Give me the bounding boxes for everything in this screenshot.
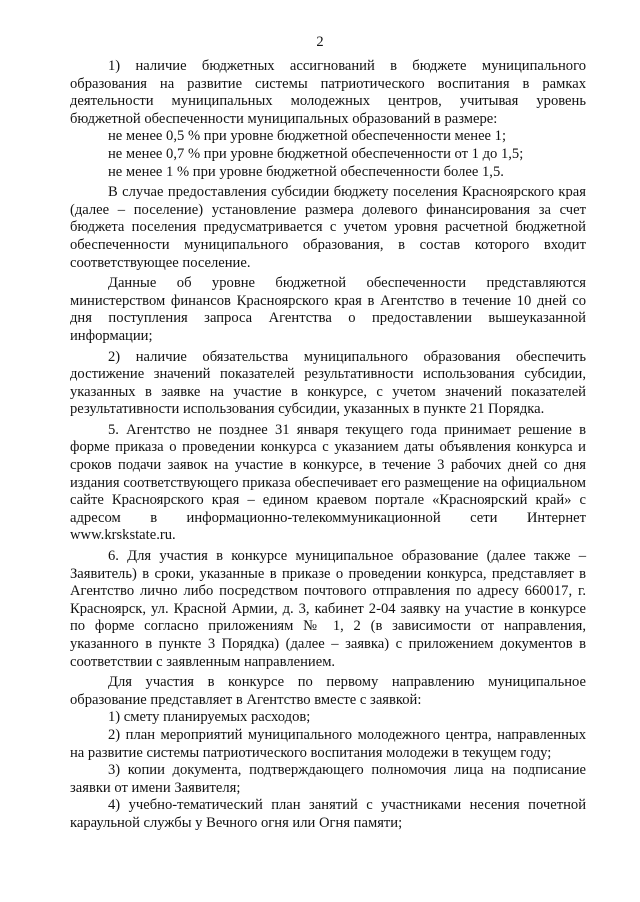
paragraph-14: 4) учебно-тематический план занятий с участниками несения почетной караульной службы у Вечного огня или Огня памяти; bbox=[70, 797, 586, 831]
paragraph-9: 6. Для участия в конкурсе муниципальное образование (далее также – Заявитель) в сроки, указанные в приказе о проведении конкурса, представляет в Агентство лично либо посредством почтового отправления по адресу 660017, г. Красноярск, ул. Красной Армии, д. 3, кабинет 2-04 заявку на участие в конкурсе по форме согласно приложениям № 1, 2 (в зависимости от направления, указанного в пункте 3 Порядка) (далее – заявка) с приложением документов в соответствии с заявленным направлением. bbox=[70, 548, 586, 670]
paragraph-7: 2) наличие обязательства муниципального образования обеспечить достижение значений показателей результативности использования субсидии, указанных в заявке на участие в конкурсе, с учетом значений показателей результативности использования субсидии, указанных в пункте 21 Порядка. bbox=[70, 348, 586, 418]
paragraph-6: Данные об уровне бюджетной обеспеченности представляются министерством финансов Красноярского края в Агентство в течение 10 дней со дня поступления запроса Агентства о предоставлении вышеуказанной информации; bbox=[70, 275, 586, 344]
paragraph-8: 5. Агентство не позднее 31 января текущего года принимает решение в форме приказа о проведении конкурса с указанием даты объявления конкурса и сроков подачи заявок на участие в конкурсе, в течение 3 рабочих дней со дня издания соответствующего приказа обеспечивает его размещение на официальном сайте Красноярского края – едином краевом портале «Красноярский край» с адресом в информационно-телекоммуникационной сети Интернет www.krskstate.ru. bbox=[70, 421, 586, 544]
paragraph-4: не менее 1 % при уровне бюджетной обеспеченности более 1,5. bbox=[108, 163, 504, 180]
paragraph-2: не менее 0,5 % при уровне бюджетной обеспеченности менее 1; bbox=[108, 128, 507, 145]
paragraph-1: 1) наличие бюджетных ассигнований в бюджете муниципального образования на развитие системы патриотического воспитания в рамках деятельности муниципальных молодежных центров, учитывая уровень бюджетной обеспеченности муниципальных образований в размере: bbox=[70, 58, 586, 127]
paragraph-11: 1) смету планируемых расходов; bbox=[108, 709, 311, 726]
page-number: 2 bbox=[316, 34, 324, 50]
paragraph-10: Для участия в конкурсе по первому направлению муниципальное образование представляет в Агентство вместе с заявкой: bbox=[70, 674, 586, 708]
paragraph-3: не менее 0,7 % при уровне бюджетной обеспеченности от 1 до 1,5; bbox=[108, 145, 524, 162]
paragraph-13: 3) копии документа, подтверждающего полномочия лица на подписание заявки от имени Заявителя; bbox=[70, 762, 586, 796]
document-body bbox=[70, 58, 586, 833]
paragraph-5: В случае предоставления субсидии бюджету поселения Красноярского края (далее – поселение) установление размера долевого финансирования за счет бюджета поселения предусматривается с учетом уровня расчетной бюджетной обеспеченности муниципального образования, в состав которого входит соответствующее поселение. bbox=[70, 184, 586, 271]
paragraph-12: 2) план мероприятий муниципального молодежного центра, направленных на развитие системы патриотического воспитания молодежи в текущем году; bbox=[70, 726, 586, 761]
